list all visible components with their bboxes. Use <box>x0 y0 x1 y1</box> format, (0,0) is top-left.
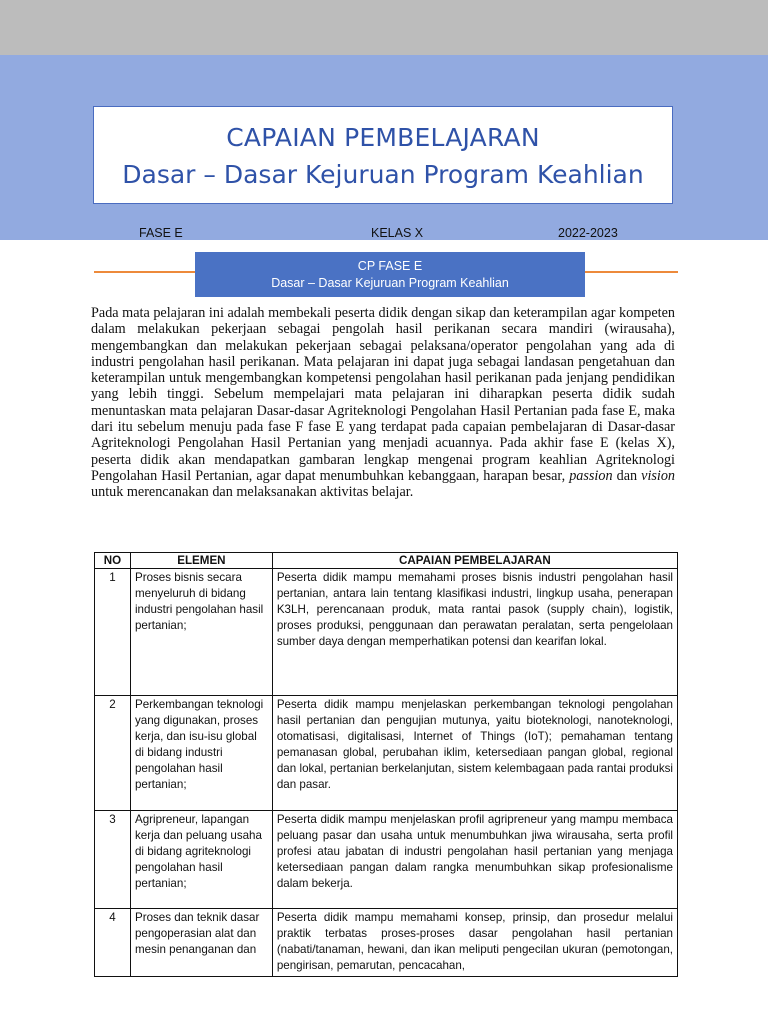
table-row <box>95 909 678 977</box>
orange-divider-left <box>94 271 195 273</box>
row-no: 2 <box>95 696 131 811</box>
row-elemen: Proses bisnis secara menyeluruh di bidang industri pengolahan hasil pertanian; <box>130 569 272 696</box>
table-row <box>95 811 678 909</box>
table-header-row <box>95 553 678 569</box>
row-elemen: Perkembangan teknologi yang digunakan, proses kerja, dan isu-isu global di bidang industri pengolahan hasil pertanian; <box>130 696 272 811</box>
row-no: 4 <box>95 909 131 977</box>
table-row <box>95 569 678 696</box>
row-capaian: Peserta didik mampu menjelaskan profil agripreneur yang mampu membaca peluang pasar dan usaha untuk menumbuhkan jiwa wirausaha, serta profil profesi atau jabatan di industri pengolahan hasil pertanian yang menjaga ketersediaan pangan dalam rangka menumbuhkan sikap profesionalisme dalam bekerja. <box>272 811 677 909</box>
page-subtitle: Dasar – Dasar Kejuruan Program Keahlian <box>122 160 644 189</box>
kelas-label: KELAS X <box>371 226 424 240</box>
row-capaian: Peserta didik mampu menjelaskan perkembangan teknologi pengolahan hasil pertanian dan pengujian mutunya, yaitu bioteknologi, nanoteknologi, otomatisasi, digitalisasi, Internet of Things (IoT); pemahaman tentang pemanasan global, perubahan iklim, ketersediaan pangan global, regional dan lokal, pertanian berkelanjutan, sistem kelembagaan pada rantai produksi dan pasar. <box>272 696 677 811</box>
row-no: 1 <box>95 569 131 696</box>
title-box <box>93 106 673 204</box>
row-capaian: Peserta didik mampu memahami proses bisnis industri pengolahan hasil pertanian, antara lain tentang klasifikasi industri, lingkup usaha, penerapan K3LH, perencanaan produk, mata rantai pasok (supply chain), logistik, proses produksi, penggunaan dan perawatan peralatan, serta pengelolaan sumber daya dengan memperhatikan potensi dan kearifan lokal. <box>272 569 677 696</box>
row-no: 3 <box>95 811 131 909</box>
row-elemen: Proses dan teknik dasar pengoperasian alat dan mesin penanganan dan <box>130 909 272 977</box>
cp-fase-banner <box>195 252 585 297</box>
header-elemen: ELEMEN <box>130 553 272 569</box>
header-no: NO <box>95 553 131 569</box>
intro-italic-passion: passion <box>569 467 613 484</box>
cp-banner-line1: CP FASE E <box>357 259 423 273</box>
intro-italic-vision: vision <box>641 467 676 484</box>
orange-divider-right <box>585 271 678 273</box>
header-capaian: CAPAIAN PEMBELAJARAN <box>272 553 677 569</box>
table-row <box>95 696 678 811</box>
row-capaian: Peserta didik mampu memahami konsep, prinsip, dan prosedur melalui praktik terbatas proses-proses dasar pengolahan hasil pertanian (nabati/tanaman, hewani, dan ikan meliputi pengecilan ukuran (pemotongan, pengirisan, pemarutan, pencacahan, <box>272 909 677 977</box>
fase-label: FASE E <box>139 226 183 240</box>
capaian-table <box>94 552 678 977</box>
intro-paragraph <box>91 305 675 501</box>
intro-text-3: untuk merencanakan dan melaksanakan aktivitas belajar. <box>91 484 414 501</box>
row-elemen: Agripreneur, lapangan kerja dan peluang usaha di bidang agriteknologi pengolahan hasil pertanian; <box>130 811 272 909</box>
cp-banner-line2: Dasar – Dasar Kejuruan Program Keahlian <box>271 276 509 290</box>
year-label: 2022-2023 <box>558 226 618 240</box>
top-gray-band <box>0 0 768 55</box>
page-title: CAPAIAN PEMBELAJARAN <box>226 123 540 152</box>
intro-text-2: dan <box>616 467 638 484</box>
intro-text-1: Pada mata pelajaran ini adalah membekali peserta didik dengan sikap dan keterampilan agar kompeten dalam melakukan pekerjaan sebagai pengolah hasil perikanan secara mandiri (wirausaha), mengembangkan dan melakukan pekerjaan sebagai pelaksana/operator pengolahan yang ada di industri pengolahan hasil perikanan. Mata pelajaran ini dapat juga sebagai landasan pengetahuan dan keterampilan untuk mengembangkan kompetensi pengolahan hasil perikanan pada jenjang pendidikan yang lebih tinggi. Sebelum mempelajari mata pelajaran ini diharapkan peserta didik sudah menuntaskan mata pelajaran Dasar-dasar Agriteknologi Pengolahan Hasil Pertanian pada fase E, maka dari itu sebelum menuju pada fase F fase E yang terdapat pada capaian pembelajaran di Dasar-dasar Agriteknologi Pengolahan Hasil Pertanian yang menjadi acuannya. Pada akhir fase E (kelas X), peserta didik akan mendapatkan gambaran lengkap mengenai program keahlian Agriteknologi Pengolahan Hasil Pertanian, agar dapat menumbuhkan kebanggaan, harapan besar, <box>91 305 675 484</box>
